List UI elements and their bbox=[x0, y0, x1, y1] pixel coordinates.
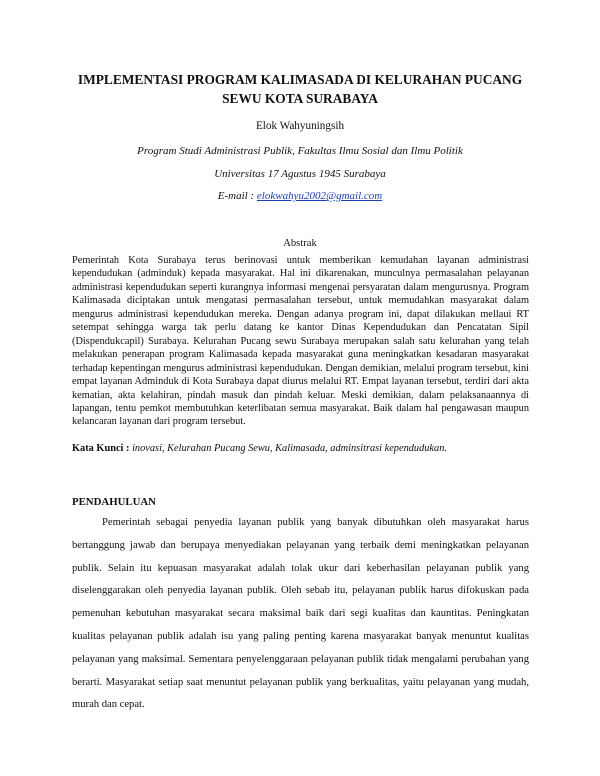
section-heading-pendahuluan: PENDAHULUAN bbox=[72, 496, 156, 508]
email-label: E-mail : bbox=[217, 190, 257, 202]
abstract-text: Pemerintah Kota Surabaya terus berinovasi untuk memberikan kemudahan layanan administrasi kependudukan (adminduk) kepada masyarakat. Hal ini dikarenakan, munculnya permasalahan pelayanan administrasi kependudukan seperti kurangnya informasi mengenai persyaratan dalam mengurusnya. Program Kalimasada diciptakan untuk mengatasi permasalahan tersebut, untuk memudahkan masyarakat dalam mengurus administrasi kependudukan mereka. Dengan adanya program ini, dapat dilakukan mellaui RT setempat sehingga warga tak perlu datang ke kantor Dinas Kependudukan dan Pencatatan Sipil (Dispendukcapil) Surabaya. Kelurahan Pucang sewu Surabaya merupakan salah satu kelurahan yang telah melakukan penerapan program Kalimasada kepada masyarakat guna meningkatkan kesadaran masyarakat terhadap kepentingan mengurus administrasi kependudukan. Dengan demikian, melalui program tersebut, kini empat layanan Adminduk di Kota Surabaya dapat diurus melalui RT. Empat layanan tersebut, terdiri dari akta kematian, akta kelahiran, pindah masuk dan pindah keluar. Meski demikian, dalam pelaksanaannya di lapangan, tentu pemkot membutuhkan keterlibatan semua masyarakat. Baik dalam hal pengawasan maupun kelancaran layanan dari program tersebut. bbox=[72, 255, 530, 428]
affiliation-program: Program Studi Administrasi Publik, Fakultas Ilmu Sosial dan Ilmu Politik bbox=[137, 145, 463, 157]
author-name: Elok Wahyuningsih bbox=[255, 120, 345, 132]
affiliation-university: Universitas 17 Agustus 1945 Surabaya bbox=[214, 168, 386, 180]
intro-paragraph: Pemerintah sebagai penyedia layanan publik yang banyak dibutuhkan oleh masyarakat harus bertanggung jawab dan berupaya menyediakan pelayanan yang terbaik demi meningkatkan pelayanan publik. Selain itu kepuasan masyarakat adalah tolak ukur dari keberhasilan pelayanan publik yang diselenggarakan oleh penyedia layanan publik. Oleh sebab itu, pelayanan publik harus difokuskan pada pemenuhan kebutuhan masyarakat secara maksimal baik dari segi kualitas dan kauntitas. Peningkatan kualitas pelayanan publik adalah isu yang paling penting karena masyarakat banyak menuntut kualitas pelayanan yang maksimal. Sementara penyelenggaraan pelayanan publik tidak mengalami perubahan yang berarti. Masyarakat setiap saat menuntut pelayanan publik yang berkualitas, yaitu pelayanan yang mudah, murah dan cepat. bbox=[72, 517, 529, 711]
abstract-heading: Abstrak bbox=[283, 238, 317, 249]
keywords-label: Kata Kunci : bbox=[72, 443, 133, 454]
author-email-line bbox=[0, 189, 600, 203]
email-link[interactable]: elokwahyu2002@gmail.com bbox=[256, 190, 383, 202]
paper-title: IMPLEMENTASI PROGRAM KALIMASADA DI KELURAHAN PUCANG SEWU KOTA SURABAYA bbox=[77, 72, 523, 106]
keywords-line bbox=[72, 442, 529, 455]
keywords-text: inovasi, Kelurahan Pucang Sewu, Kalimasada, adminsitrasi kependudukan. bbox=[132, 443, 447, 454]
